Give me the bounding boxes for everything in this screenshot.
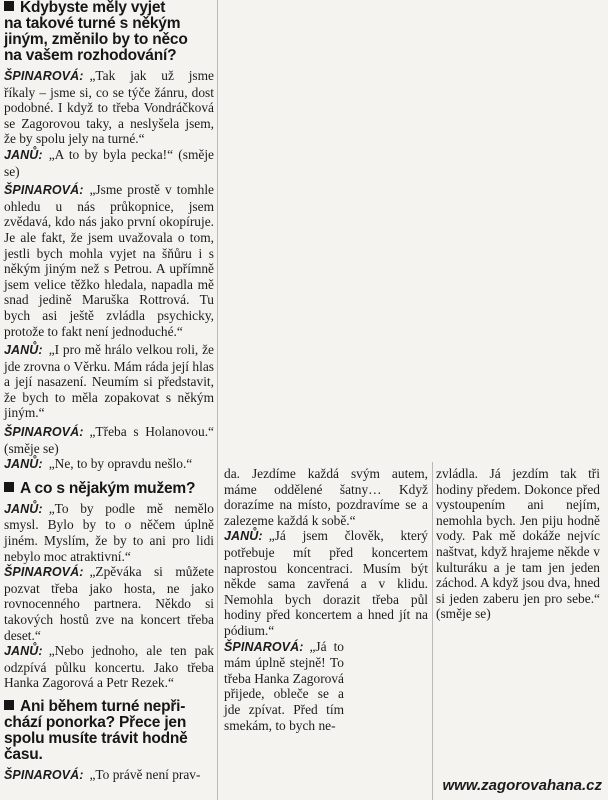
column-1 bbox=[4, 0, 214, 784]
column-divider-1 bbox=[217, 0, 218, 800]
answer-paragraph: zvládla. Já jezdím tak tři hodiny předem. Dokonce před vystoupením ani nejím, nemohla bych. Jen piju hodně vody. Pak mě dokáže nejvíc naštvat, když hrajeme někde v kulturáku a je tam jen jeden záchod. A když jsou dva, hned si jeden zaberu jen pro sebe.“ (směje se) bbox=[436, 466, 600, 622]
answer-paragraph: JANŮ: „A to by byla pecka!“ (směje se) bbox=[4, 146, 214, 179]
speaker-label: ŠPINAROVÁ: bbox=[224, 639, 304, 654]
answer-paragraph: JANŮ: „Ne, to by opravdu nešlo.“ bbox=[4, 456, 193, 472]
bullet-square-icon bbox=[4, 482, 14, 492]
column-3 bbox=[436, 466, 600, 622]
answer-paragraph: JANŮ: „I pro mě hrálo velkou roli, že jde zrovna o Věrku. Mám ráda její hlas a její nasazení. Neumím si představit, že bych to měla zopakovat s někým jiným.“ bbox=[4, 342, 214, 421]
speaker-label: JANŮ: bbox=[4, 501, 43, 516]
answer-paragraph: ŠPINAROVÁ: „Zpěváka si můžete pozvat třeba jako hosta, ne jako rovnocenného partnera. Někdo si takových hostů zve na koncert třeba deset.“ bbox=[4, 564, 214, 643]
speaker-label: ŠPINAROVÁ: bbox=[4, 69, 84, 83]
answer-paragraph: JANŮ: „Nebo jednoho, ale ten pak odzpívá půlku koncertu. Jako třeba Hanka Zagorová a Petr Rezek.“ bbox=[4, 643, 214, 691]
answer-paragraph: JANŮ: „Já jsem člověk, který potřebuje mít před koncertem naprostou koncentraci. Musím být někde sama zavřená a v klidu. Nemohla bych dorazit třeba půl hodiny před koncertem a hned jít na pódium.“ bbox=[224, 528, 428, 638]
question-heading-3: Ani během turné nepři- chází ponorka? Přece jen spolu musíte trávit hodně času. bbox=[4, 697, 188, 763]
speaker-label: JANŮ: bbox=[224, 529, 263, 544]
column-2 bbox=[224, 466, 428, 733]
bullet-square-icon bbox=[4, 1, 14, 11]
speaker-label: ŠPINAROVÁ: bbox=[4, 565, 84, 580]
answer-paragraph: ŠPINAROVÁ: „Třeba s Holanovou.“ (směje se) bbox=[4, 424, 214, 456]
speaker-label: JANŮ: bbox=[4, 644, 43, 659]
question-heading-1: Kdybyste měly vyjet na takové turné s někým jiným, změnilo by to něco na vašem rozhodování? bbox=[4, 0, 188, 64]
column-divider-2 bbox=[432, 462, 433, 800]
answer-paragraph: ŠPINAROVÁ: „Já to mám úplně stejně! To třeba Hanka Zagorová přijede, obleče se a jde zpívat. Před tím smekám, to bych ne- bbox=[224, 638, 344, 733]
speaker-label: JANŮ: bbox=[4, 343, 43, 358]
answer-paragraph: ŠPINAROVÁ: „Tak jak už jsme říkaly – jsme si, co se týče žánru, dost podobné. I když to třeba Vondráčková se Zagorovou taky, a neslyšela jsem, že by spolu jely na turné.“ bbox=[4, 68, 214, 147]
question-heading-2: A co s nějakým mužem? bbox=[4, 481, 214, 497]
answer-paragraph: JANŮ: „To by podle mě nemělo smysl. Bylo by to o něčem úplně jiném. Myslím, že by to ani pro lidi nebylo moc atraktivní.“ bbox=[4, 500, 214, 564]
speaker-label: ŠPINAROVÁ: bbox=[4, 425, 84, 440]
speaker-label: ŠPINAROVÁ: bbox=[4, 767, 84, 782]
answer-paragraph: da. Jezdíme každá svým autem, máme oddělené šatny… Když dorazíme na místo, pozdravíme se a zalezeme každá k sobě.“ bbox=[224, 466, 428, 528]
speaker-label: JANŮ: bbox=[4, 457, 43, 472]
answer-paragraph: ŠPINAROVÁ: „To právě není prav- bbox=[4, 766, 201, 782]
speaker-label: ŠPINAROVÁ: bbox=[4, 183, 84, 198]
answer-paragraph: ŠPINAROVÁ: „Jsme prostě v tomhle ohledu u nás průkopnice, jsem zvědavá, kdo nás jako první okopíruje. Je ale fakt, že jsem uvažovala o tom, jestli bych mohla vyjet na šňůru i s někým jiným než s Petrou. A upřímně jsem velice těžko hledala, napadla mě snad jedině Maruška Rottrová. Tu bych asi ještě zvládla psychicky, protože to fakt není jednoduché.“ bbox=[4, 182, 214, 339]
source-url: www.zagorovahana.cz bbox=[442, 777, 602, 794]
bullet-square-icon bbox=[4, 700, 14, 710]
speaker-label: JANŮ: bbox=[4, 147, 43, 162]
